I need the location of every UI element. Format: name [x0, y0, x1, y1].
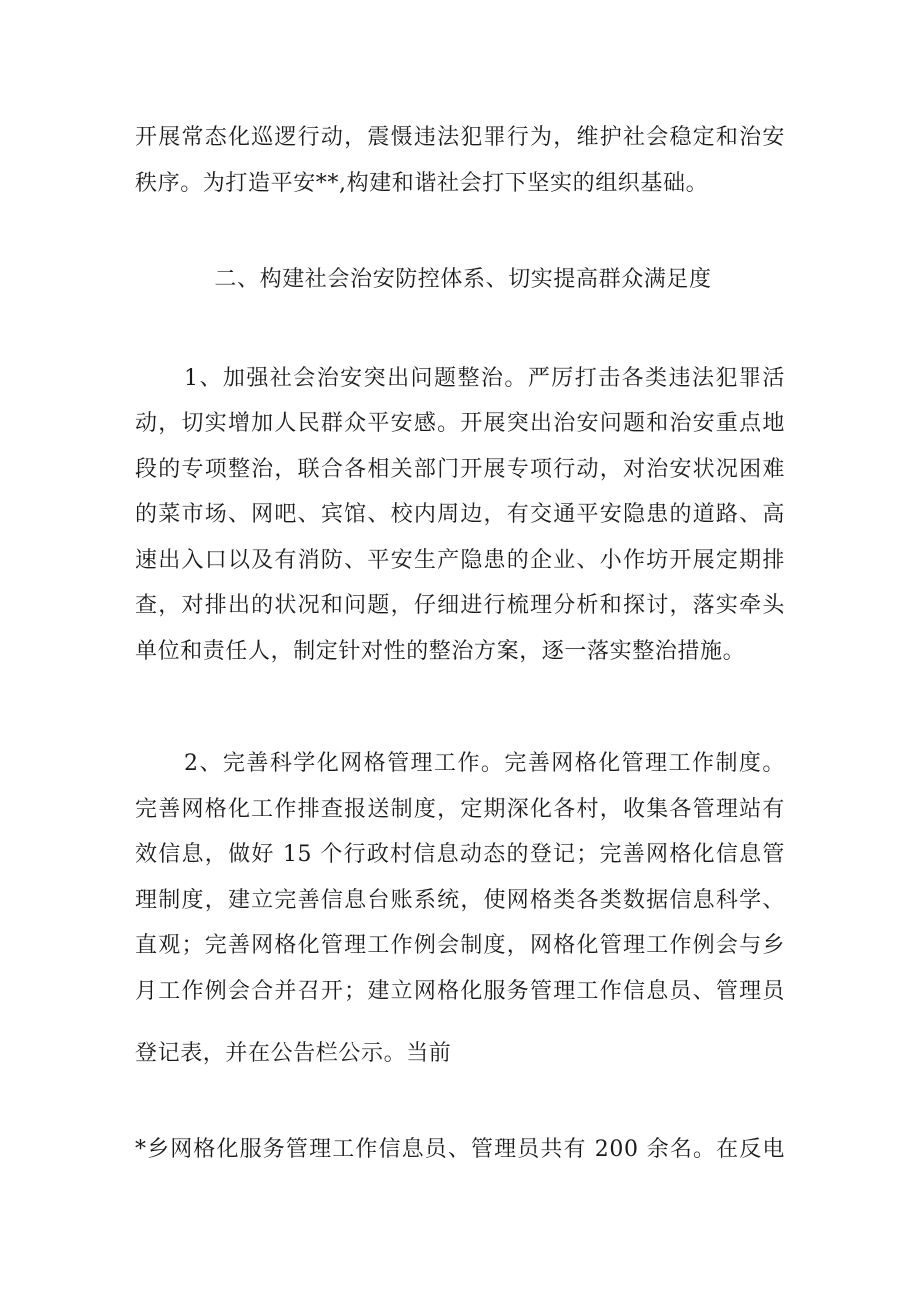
paragraph-2-line-7: 登记表，并在公告栏公示。当前 [135, 1041, 452, 1066]
paragraph-1-line-3: 段的专项整治，联合各相关部门开展专项行动，对治安状况困难 [135, 457, 785, 482]
paragraph-2-line-4: 理制度，建立完善信息台账系统，使网格类各类数据信息科学、 [135, 888, 785, 913]
paragraph-1-line-7: 单位和责任人，制定针对性的整治方案，逐一落实整治措施。 [135, 639, 746, 664]
section-heading: 二、构建社会治安防控体系、切实提高群众满足度 [214, 267, 712, 292]
paragraph-2-line-3: 效信息，做好 15 个行政村信息动态的登记；完善网格化信息管 [135, 842, 785, 867]
intro-line-1: 开展常态化巡逻行动，震慑违法犯罪行为，维护社会稳定和治安 [135, 125, 785, 150]
paragraph-2-line-5: 直观；完善网格化管理工作例会制度，网格化管理工作例会与乡 [135, 933, 785, 958]
paragraph-1-line-6: 查，对排出的状况和问题，仔细进行梳理分析和探讨，落实牵头 [135, 593, 785, 618]
paragraph-2-line-2: 完善网格化工作排查报送制度，定期深化各村，收集各管理站有 [135, 797, 785, 822]
paragraph-1-line-1: 1、加强社会治安突出问题整治。严厉打击各类违法犯罪活 [184, 366, 785, 391]
paragraph-3-line-1: *乡网格化服务管理工作信息员、管理员共有 200 余名。在反电 [135, 1137, 785, 1162]
paragraph-2-line-6: 月工作例会合并召开；建立网格化服务管理工作信息员、管理员 [135, 979, 785, 1004]
intro-line-2: 秩序。为打造平安**,构建和谐社会打下坚实的组织基础。 [135, 171, 709, 196]
paragraph-1-line-2: 动，切实增加人民群众平安感。开展突出治安问题和治安重点地 [135, 411, 785, 436]
paragraph-1-line-4: 的菜市场、网吧、宾馆、校内周边，有交通平安隐患的道路、高 [135, 502, 785, 527]
paragraph-2-line-1: 2、完善科学化网格管理工作。完善网格化管理工作制度。 [184, 751, 785, 776]
paragraph-1-line-5: 速出入口以及有消防、平安生产隐患的企业、小作坊开展定期排 [135, 548, 785, 573]
